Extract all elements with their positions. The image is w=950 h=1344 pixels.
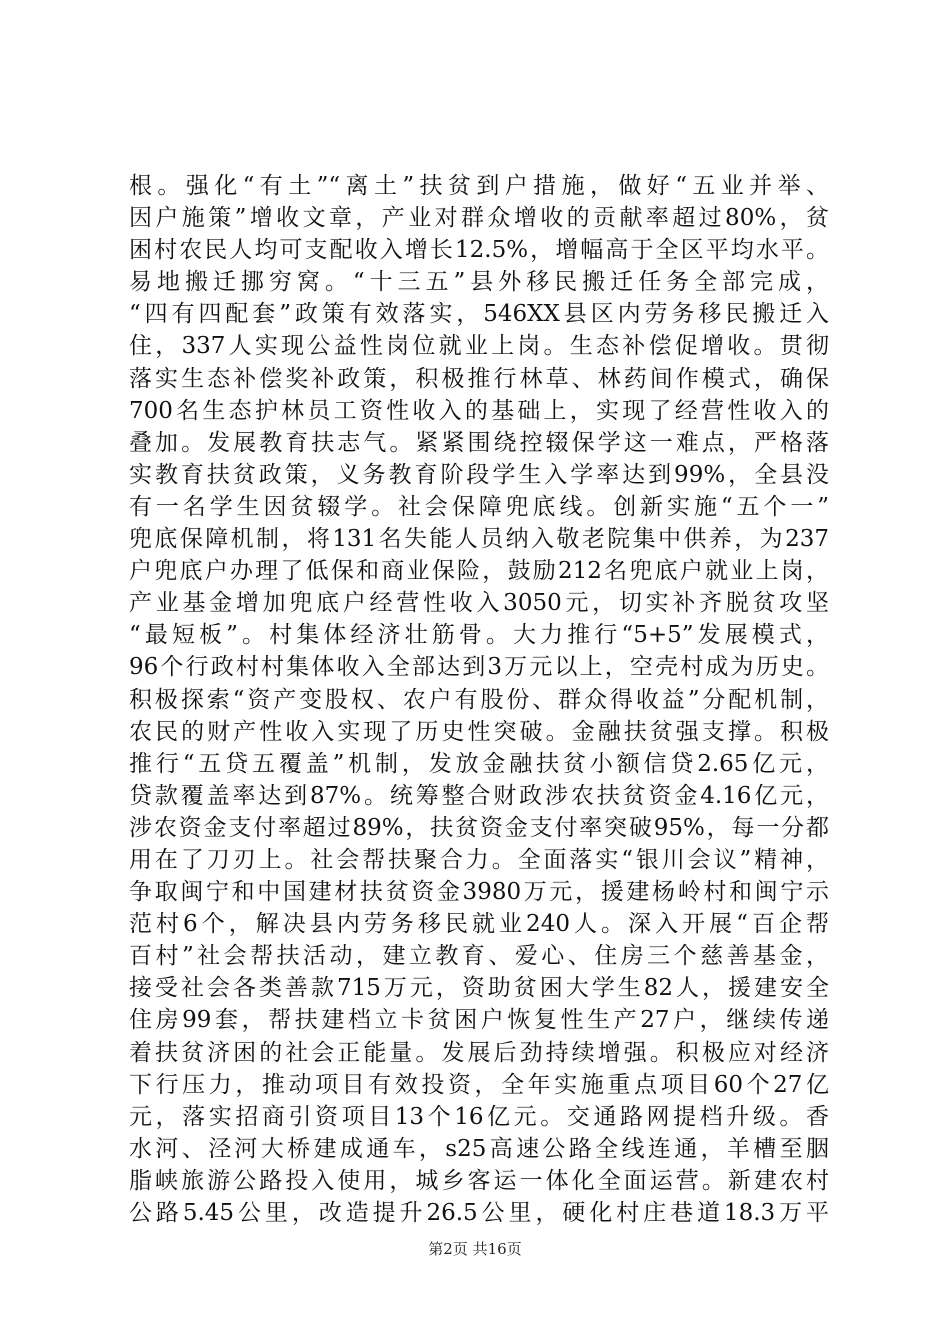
text-line: 有一名学生因贫辍学。社会保障兜底线。创新实施“五个一”	[129, 493, 829, 520]
text-line: 产业基金增加兜底户经营性收入3050元，切实补齐脱贫攻坚	[129, 590, 829, 617]
text-line: 百村”社会帮扶活动，建立教育、爱心、住房三个慈善基金，	[129, 943, 829, 970]
text-line: 住，337人实现公益性岗位就业上岗。生态补偿促增收。贯彻	[129, 333, 829, 360]
text-line: 元，落实招商引资项目13个16亿元。交通路网提档升级。香	[129, 1103, 829, 1130]
text-line: 着扶贫济困的社会正能量。发展后劲持续增强。积极应对经济	[129, 1039, 829, 1066]
text-line: 范村6个，解决县内劳务移民就业240人。深入开展“百企帮	[129, 911, 829, 938]
page-footer: 第2页 共16页	[428, 1240, 522, 1258]
text-line: 根。强化“有土”“离土”扶贫到户措施，做好“五业并举、	[129, 173, 829, 199]
text-line: 户兜底户办理了低保和商业保险，鼓励212名兜底户就业上岗，	[129, 558, 829, 585]
text-line: 96个行政村村集体收入全部达到3万元以上，空壳村成为历史。	[129, 654, 829, 681]
text-line: 下行压力，推动项目有效投资，全年实施重点项目60个27亿	[129, 1071, 829, 1098]
text-line: 贷款覆盖率达到87%。统筹整合财政涉农扶贫资金4.16亿元，	[129, 782, 829, 809]
text-line: 兜底保障机制，将131名失能人员纳入敬老院集中供养，为237	[129, 526, 829, 553]
text-line: 实教育扶贫政策，义务教育阶段学生入学率达到99%，全县没	[129, 461, 829, 488]
text-line: 接受社会各类善款715万元，资助贫困大学生82人，援建安全	[129, 975, 829, 1002]
text-line: 涉农资金支付率超过89%，扶贫资金支付率突破95%，每一分都	[129, 814, 829, 841]
text-line: 推行“五贷五覆盖”机制，发放金融扶贫小额信贷2.65亿元，	[129, 750, 829, 777]
text-line: 争取闽宁和中国建材扶贫资金3980万元，援建杨岭村和闽宁示	[129, 879, 829, 906]
text-line: 水河、泾河大桥建成通车，s25高速公路全线连通，羊槽至胭	[129, 1135, 829, 1162]
text-line: 700名生态护林员工资性收入的基础上，实现了经营性收入的	[129, 397, 829, 424]
text-line: 叠加。发展教育扶志气。紧紧围绕控辍保学这一难点，严格落	[129, 429, 829, 456]
text-line: 公路5.45公里，改造提升26.5公里，硬化村庄巷道18.3万平	[129, 1200, 829, 1226]
text-line: 因户施策”增收文章，产业对群众增收的贡献率超过80%，贫	[129, 205, 829, 232]
text-line: 困村农民人均可支配收入增长12.5%，增幅高于全区平均水平。	[129, 237, 829, 264]
text-line: “四有四配套”政策有效落实，546XX县区内劳务移民搬迁入	[129, 301, 829, 328]
text-line: 落实生态补偿奖补政策，积极推行林草、林药间作模式，确保	[129, 365, 829, 392]
text-line: 住房99套，帮扶建档立卡贫困户恢复性生产27户，继续传递	[129, 1007, 829, 1034]
text-line: 积极探索“资产变股权、农户有股份、群众得收益”分配机制，	[129, 686, 829, 713]
text-line: “最短板”。村集体经济壮筋骨。大力推行“5+5”发展模式，	[129, 622, 829, 649]
body-text	[129, 170, 829, 1229]
text-line: 农民的财产性收入实现了历史性突破。金融扶贫强支撑。积极	[129, 718, 829, 745]
text-line: 易地搬迁挪穷窝。“十三五”县外移民搬迁任务全部完成，	[129, 269, 829, 296]
text-line: 脂峡旅游公路投入使用，城乡客运一体化全面运营。新建农村	[129, 1167, 829, 1194]
text-line: 用在了刀刃上。社会帮扶聚合力。全面落实“银川会议”精神，	[129, 846, 829, 873]
